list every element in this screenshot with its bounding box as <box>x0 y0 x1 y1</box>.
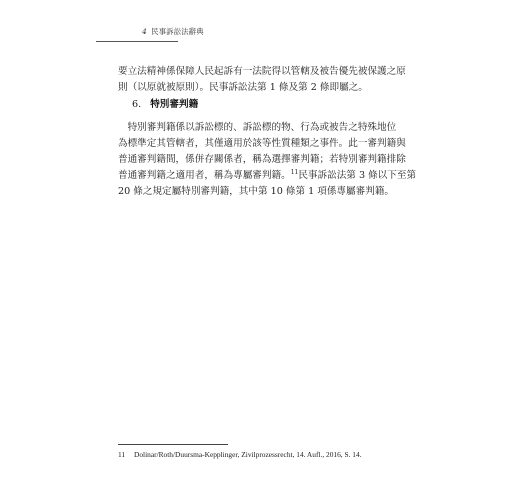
footnote-number: 11 <box>118 450 126 459</box>
paragraph-line: 要立法精神係保障人民起訴有一法院得以管轄及被告優先被保護之原 <box>118 66 406 77</box>
footnote-reference[interactable]: 11 <box>290 168 299 176</box>
page-number: 4 <box>142 27 147 36</box>
section-number: 6. <box>132 99 142 110</box>
paragraph-line <box>118 168 418 184</box>
paragraph-line: 特別審判籍係以訴訟標的、訴訟標的物、行為或被告之特殊地位 <box>118 122 397 133</box>
section-title: 特別審判籍 <box>150 99 199 110</box>
paragraph-line: 普通審判籍間，係併存關係者，稱為選擇審判籍；若特別審判籍排除 <box>118 154 406 165</box>
footnote-text: Dolinar/Roth/Duursma-Kepplinger, Zivilprozessrecht, 14. Aufl., 2016, S. 14. <box>134 450 362 459</box>
line-text: 普通審判籍之適用者，稱為專屬審判籍。 <box>118 170 291 181</box>
paragraph-line: 則（以原就被原則）。民事訴訟法第 1 條及第 2 條即屬之。 <box>118 82 368 93</box>
paragraph-special-venue <box>118 120 418 200</box>
line-text: 民事訴訟法第 3 條以下至第 <box>298 170 417 181</box>
paragraph-intro <box>118 64 418 96</box>
section-heading <box>132 98 198 112</box>
footnote <box>118 450 362 460</box>
running-head <box>142 27 204 37</box>
paragraph-line: 為標準定其管轄者，其僅適用於該等性質種類之事件。此一審判籍與 <box>118 138 406 149</box>
paragraph-line: 20 條之規定屬特別審判籍，其中第 10 條第 1 項係專屬審判籍。 <box>118 186 395 197</box>
book-title: 民事訴訟法辭典 <box>151 27 204 36</box>
footnote-separator <box>118 444 228 445</box>
